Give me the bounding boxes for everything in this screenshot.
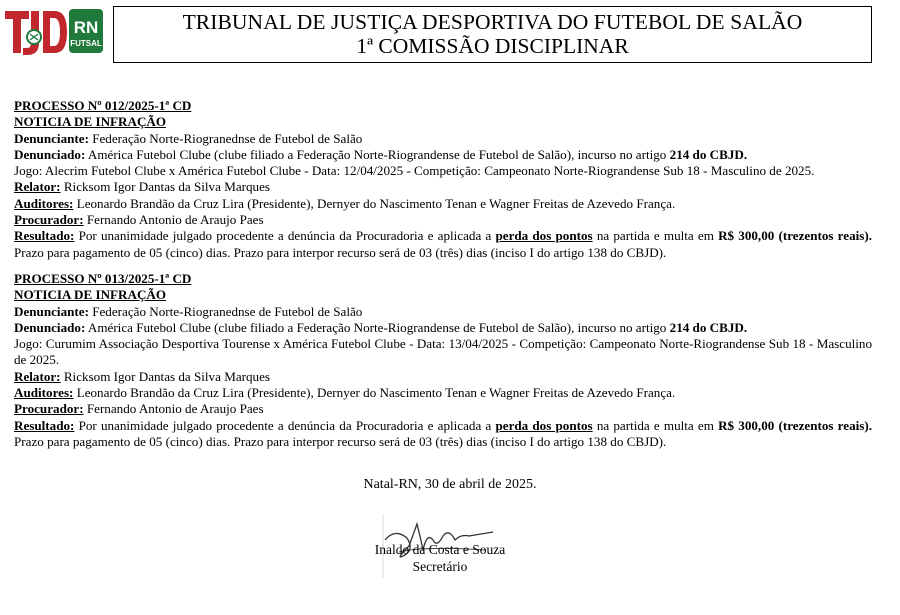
- auditores-label: Auditores:: [14, 385, 74, 401]
- place-date: Natal-RN, 30 de abril de 2025.: [363, 477, 537, 492]
- header-court-name: TRIBUNAL DE JUSTIÇA DESPORTIVA DO FUTEBOL DE SALÃO: [182, 10, 803, 34]
- relator-line: [14, 179, 872, 195]
- resultado-perda: perda dos pontos: [495, 228, 593, 244]
- process-013: [14, 271, 872, 450]
- denunciante-label: Denunciante:: [14, 303, 89, 319]
- process-012: [14, 98, 872, 261]
- denunciado-value: América Futebol Clube (clube filiado a Federação Norte-Riograndense de Futebol de Salão), incurso no artigo: [85, 319, 670, 335]
- resultado-text-a: Por unanimidade julgado procedente a denúncia da Procuradoria e aplicada a: [74, 228, 496, 244]
- denunciado-line: [14, 320, 872, 336]
- tjd-rn-futsal-logo: [3, 3, 105, 59]
- resultado-label: Resultado:: [14, 228, 75, 244]
- denunciante-value: Federação Norte-Riogranednse de Futebol de Salão: [88, 130, 363, 146]
- relator-value: Ricksom Igor Dantas da Silva Marques: [60, 179, 271, 195]
- procurador-line: [14, 212, 872, 228]
- denunciante-label: Denunciante:: [14, 130, 89, 146]
- procurador-value: Fernando Antonio de Araujo Paes: [83, 401, 264, 417]
- logo-rn-text: RN: [73, 18, 99, 37]
- resultado-label: Resultado:: [14, 417, 75, 433]
- jogo-line: Jogo: Alecrim Futebol Clube x América Futebol Clube - Data: 12/04/2025 - Competição: Campeonato Norte-Riograndense Sub 18 - Masculino de 2025.: [14, 163, 815, 179]
- denunciado-label: Denunciado:: [14, 146, 86, 162]
- procurador-label: Procurador:: [14, 401, 84, 417]
- relator-label: Relator:: [14, 179, 61, 195]
- denunciado-line: [14, 147, 872, 163]
- document-header: [113, 6, 872, 63]
- jogo-line: Jogo: Curumim Associação Desportiva Tourense x América Futebol Clube - Data: 13/04/2025 - Competição: Campeonato Norte-Riograndense Sub 18 - Masculino de 2025.: [14, 336, 872, 368]
- resultado-line: [14, 228, 872, 261]
- header-commission: 1ª COMISSÃO DISCIPLINAR: [356, 34, 629, 58]
- signer-block: [0, 541, 880, 575]
- procurador-line: [14, 401, 872, 417]
- procurador-label: Procurador:: [14, 212, 84, 228]
- resultado-text-c: Prazo para pagamento de 05 (cinco) dias. Prazo para interpor recurso será de 03 (três) dias (inciso I do artigo 138 do CBJD).: [14, 244, 667, 260]
- signer-name: Inaldo da Costa e Souza: [374, 542, 506, 557]
- resultado-line: [14, 418, 872, 451]
- resultado-multa: R$ 300,00 (trezentos reais).: [718, 228, 872, 244]
- relator-label: Relator:: [14, 368, 61, 384]
- auditores-line: [14, 385, 872, 401]
- resultado-text-a: Por unanimidade julgado procedente a denúncia da Procuradoria e aplicada a: [74, 417, 496, 433]
- procurador-value: Fernando Antonio de Araujo Paes: [83, 212, 264, 228]
- denunciante-line: [14, 131, 872, 147]
- resultado-perda: perda dos pontos: [495, 417, 593, 433]
- auditores-label: Auditores:: [14, 195, 74, 211]
- auditores-value: Leonardo Brandão da Cruz Lira (Presidente), Dernyer do Nascimento Tenan e Wagner Freitas de Azevedo França.: [73, 385, 676, 401]
- signer-role: Secretário: [412, 559, 468, 574]
- denunciado-value: América Futebol Clube (clube filiado a Federação Norte-Riograndense de Futebol de Salão), incurso no artigo: [85, 146, 670, 162]
- relator-line: [14, 369, 872, 385]
- resultado-multa: R$ 300,00 (trezentos reais).: [718, 417, 872, 433]
- auditores-line: [14, 196, 872, 212]
- denunciado-artigo: 214 do CBJD.: [669, 146, 748, 162]
- process-title: PROCESSO Nº 012/2025-1ª CD: [14, 98, 192, 113]
- denunciado-artigo: 214 do CBJD.: [669, 319, 748, 335]
- denunciante-line: [14, 304, 872, 320]
- resultado-text-b: na partida e multa em: [592, 417, 719, 433]
- relator-value: Ricksom Igor Dantas da Silva Marques: [60, 368, 271, 384]
- denunciado-label: Denunciado:: [14, 319, 86, 335]
- process-subtitle: NOTICIA DE INFRAÇÃO: [14, 114, 167, 130]
- process-title: PROCESSO Nº 013/2025-1ª CD: [14, 271, 192, 286]
- resultado-text-b: na partida e multa em: [592, 228, 719, 244]
- process-subtitle: NOTICIA DE INFRAÇÃO: [14, 287, 167, 303]
- denunciante-value: Federação Norte-Riogranednse de Futebol de Salão: [88, 303, 363, 319]
- logo-futsal-text: FUTSAL: [70, 39, 102, 48]
- auditores-value: Leonardo Brandão da Cruz Lira (Presidente), Dernyer do Nascimento Tenan e Wagner Freitas de Azevedo França.: [73, 195, 676, 211]
- resultado-text-c: Prazo para pagamento de 05 (cinco) dias. Prazo para interpor recurso será de 03 (três) dias (inciso I do artigo 138 do CBJD).: [14, 433, 667, 449]
